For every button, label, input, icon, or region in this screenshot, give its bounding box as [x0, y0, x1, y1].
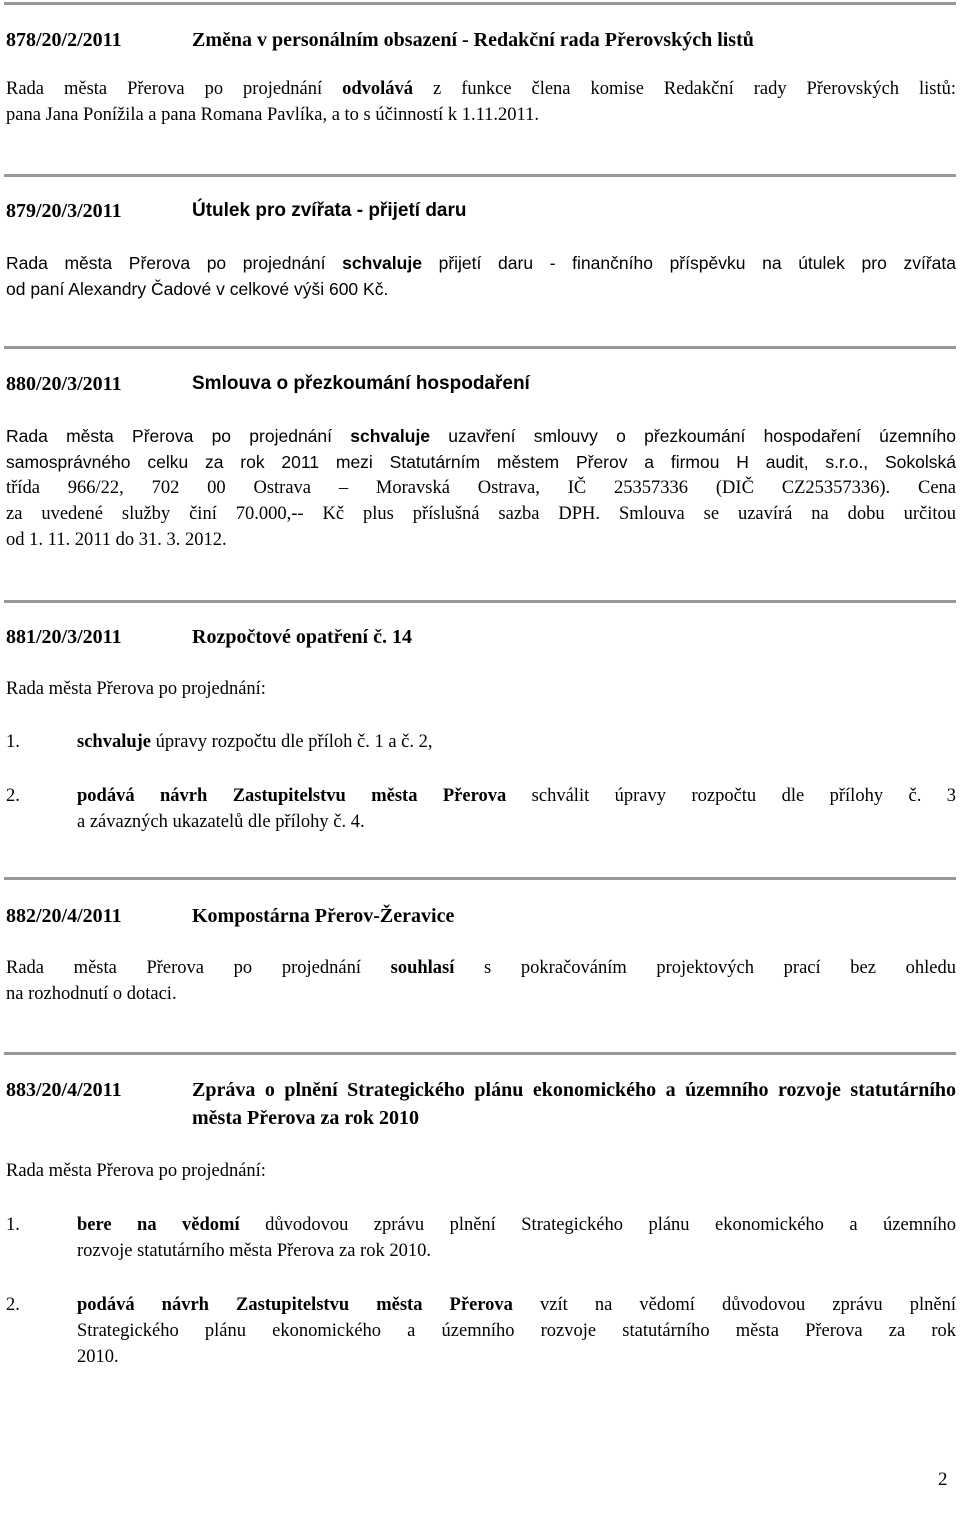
text-line: samosprávného celku za rok 2011 mezi Statutárním městem Přerov a firmou H audit, s.r.o., Sokolská [6, 452, 956, 472]
resolution-number: 880/20/3/2011 [6, 373, 122, 395]
section-divider [4, 346, 956, 349]
item-number: 1. [6, 1215, 20, 1235]
item-number: 2. [6, 1295, 20, 1315]
item-number: 2. [6, 786, 20, 806]
text-line: od paní Alexandry Čadové v celkové výši 600 Kč. [6, 279, 389, 299]
section-divider [4, 174, 956, 177]
resolution-title: Změna v personálním obsazení - Redakční rada Přerovských listů [192, 29, 754, 51]
text-line: třída 966/22, 702 00 Ostrava – Moravská Ostrava, IČ 25357336 (DIČ CZ25357336). Cena [6, 478, 956, 498]
resolution-text [6, 250, 956, 302]
resolution-text [6, 76, 956, 128]
text-line: Rada města Přerova po projednání schvaluje uzavření smlouvy o přezkoumání hospodaření územního [6, 426, 956, 446]
page-number: 2 [938, 1469, 948, 1490]
resolution-title: Zpráva o plnění Strategického plánu ekonomického a územního rozvoje statutárního města Přerova za rok 2010 [192, 1079, 956, 1129]
text-line: Rada města Přerova po projednání souhlasí s pokračováním projektových prací bez ohledu [6, 958, 956, 978]
item-number: 1. [6, 732, 20, 752]
resolution-text [6, 423, 956, 553]
resolution-title: Rozpočtové opatření č. 14 [192, 626, 412, 648]
section-divider [4, 1052, 956, 1055]
item-text: schvaluje úpravy rozpočtu dle příloh č. 1 a č. 2, [77, 732, 433, 752]
section-divider [4, 600, 956, 603]
text-line: za uvedené služby činí 70.000,-- Kč plus příslušná sazba DPH. Smlouva se uzavírá na dobu určitou [6, 504, 956, 524]
section-divider [4, 2, 956, 5]
resolution-number: 878/20/2/2011 [6, 29, 122, 51]
resolution-number: 879/20/3/2011 [6, 200, 122, 222]
text-line: Rada města Přerova po projednání odvolává z funkce člena komise Redakční rady Přerovských listů: [6, 79, 956, 99]
text-line: Rada města Přerova po projednání schvaluje přijetí daru - finančního příspěvku na útulek pro zvířata [6, 253, 957, 273]
resolution-intro: Rada města Přerova po projednání: [6, 679, 266, 699]
resolution-title: Kompostárna Přerov-Žeravice [192, 905, 455, 927]
resolution-number: 883/20/4/2011 [6, 1079, 122, 1101]
item-text: podává návrh Zastupitelstvu města Přerova vzít na vědomí důvodovou zprávu plnění Strategického plánu ekonomického a územního rozvoje statutárního města Přerova za rok 2010. [77, 1295, 956, 1367]
text-line: na rozhodnutí o dotaci. [6, 984, 177, 1004]
resolution-text [6, 955, 956, 1007]
resolution-title: Smlouva o přezkoumání hospodaření [192, 373, 530, 394]
text-line: od 1. 11. 2011 do 31. 3. 2012. [6, 530, 227, 550]
item-text: bere na vědomí důvodovou zprávu plnění Strategického plánu ekonomického a územního rozvoje statutárního města Přerova za rok 2010. [77, 1215, 956, 1261]
resolution-number: 881/20/3/2011 [6, 626, 122, 648]
resolution-intro: Rada města Přerova po projednání: [6, 1161, 266, 1181]
text-line: pana Jana Ponížila a pana Romana Pavlíka, a to s účinností k 1.11.2011. [6, 105, 539, 125]
item-text: podává návrh Zastupitelstvu města Přerova schválit úpravy rozpočtu dle přílohy č. 3 a závazných ukazatelů dle přílohy č. 4. [77, 786, 957, 832]
resolution-title: Útulek pro zvířata - přijetí daru [192, 200, 467, 221]
resolution-number: 882/20/4/2011 [6, 905, 122, 927]
section-divider [4, 877, 956, 880]
